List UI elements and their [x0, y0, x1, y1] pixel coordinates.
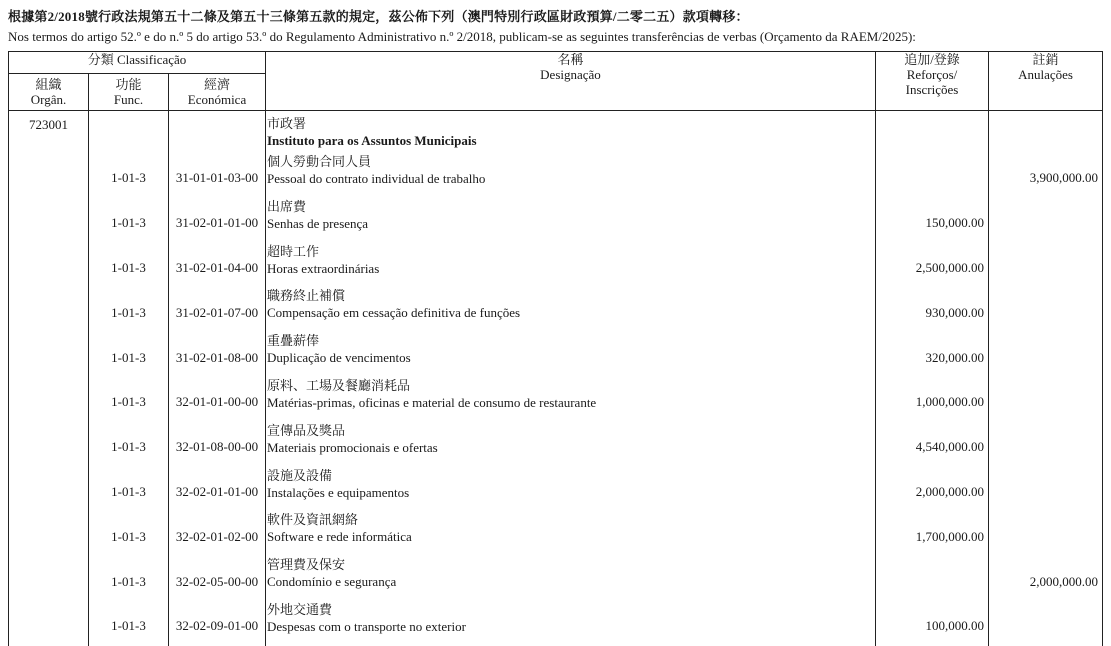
blank-cell: [989, 111, 1103, 154]
designation-zh: 重疊薪俸: [267, 333, 320, 349]
designation-zh: 超時工作: [267, 243, 320, 259]
reinforcement-amount: [876, 556, 989, 601]
budget-row: [9, 198, 1103, 243]
reinforcement-amount: 150,000.00: [876, 198, 989, 243]
designation: [266, 287, 876, 332]
budget-row: [9, 287, 1103, 332]
econ-header: [169, 74, 266, 111]
reinforcements-header-pt2: Inscrições: [905, 82, 959, 97]
designation-pt: Compensação em cessação definitiva de funções: [267, 305, 521, 321]
budget-row: [9, 243, 1103, 288]
blank-cell: [9, 511, 89, 556]
reinforcement-amount: 4,540,000.00: [876, 422, 989, 467]
econ-code: 31-01-01-03-00: [169, 153, 266, 198]
reinforcement-amount: 1,000,000.00: [876, 377, 989, 422]
econ-code: 31-02-01-08-00: [169, 332, 266, 377]
classification-header: 分類 Classificação: [9, 52, 266, 74]
institution-name-zh: 市政署: [267, 116, 307, 131]
annulment-amount: 2,000,000.00: [989, 556, 1103, 601]
blank-cell: [9, 332, 89, 377]
designation-header-zh: 名稱: [557, 52, 584, 67]
annulment-amount: [989, 511, 1103, 556]
institution-name: [266, 111, 876, 154]
heading-portuguese: Nos termos do artigo 52.º e do n.º 5 do artigo 53.º do Regulamento Administrativo n.º 2/2018, publicam-se as seguintes transferências de verbas (Orçamento da RAEM/2025):: [8, 29, 916, 44]
reinforcements-header-pt1: Reforços/: [906, 67, 958, 82]
blank-cell: [9, 601, 89, 646]
designation-pt: Duplicação de vencimentos: [267, 350, 411, 366]
reinforcement-amount: [876, 153, 989, 198]
blank-cell: [169, 111, 266, 154]
annulments-header: [989, 52, 1103, 111]
func-code: 1-01-3: [89, 153, 169, 198]
econ-code: 32-01-01-00-00: [169, 377, 266, 422]
designation-zh: 宣傳品及獎品: [267, 422, 346, 438]
blank-cell: [9, 287, 89, 332]
designation: [266, 243, 876, 288]
func-header-pt: Func.: [113, 92, 144, 107]
reinforcement-amount: 930,000.00: [876, 287, 989, 332]
annulments-header-zh: 註銷: [1032, 52, 1059, 67]
func-code: 1-01-3: [89, 467, 169, 512]
econ-code: 32-02-01-02-00: [169, 511, 266, 556]
annulment-amount: 3,900,000.00: [989, 153, 1103, 198]
budget-row: [9, 332, 1103, 377]
func-header: [89, 74, 169, 111]
heading-chinese: 根據第2/2018號行政法規第五十二條及第五十三條第五款的規定，茲公佈下列（澳門特別行政區財政預算/二零二五）款項轉移：: [8, 9, 749, 24]
annulment-amount: [989, 601, 1103, 646]
func-code: 1-01-3: [89, 601, 169, 646]
budget-row: [9, 467, 1103, 512]
annulment-amount: [989, 332, 1103, 377]
designation: [266, 198, 876, 243]
econ-code: 32-02-01-01-00: [169, 467, 266, 512]
designation: [266, 467, 876, 512]
annulment-amount: [989, 467, 1103, 512]
designation-zh: 出席費: [267, 198, 307, 214]
func-code: 1-01-3: [89, 556, 169, 601]
designation-zh: 職務終止補償: [267, 288, 346, 304]
designation-pt: Despesas com o transporte no exterior: [267, 618, 466, 634]
designation: [266, 332, 876, 377]
annulment-amount: [989, 422, 1103, 467]
reinforcements-header: [876, 52, 989, 111]
organ-code: 723001: [9, 111, 89, 154]
designation-pt: Condomínio e segurança: [267, 574, 397, 590]
designation-zh: 外地交通費: [267, 601, 333, 617]
designation: [266, 556, 876, 601]
reinforcement-amount: 100,000.00: [876, 601, 989, 646]
func-code: 1-01-3: [89, 198, 169, 243]
blank-cell: [9, 377, 89, 422]
organ-header-pt: Orgân.: [30, 92, 67, 107]
designation-pt: Senhas de presença: [267, 215, 369, 231]
func-code: 1-01-3: [89, 377, 169, 422]
econ-code: 32-01-08-00-00: [169, 422, 266, 467]
reinforcement-amount: 2,500,000.00: [876, 243, 989, 288]
designation-zh: 設施及設備: [267, 467, 333, 483]
econ-header-zh: 經濟: [203, 77, 230, 92]
institution-row: [9, 111, 1103, 154]
func-code: 1-01-3: [89, 243, 169, 288]
func-header-zh: 功能: [115, 77, 142, 92]
designation: [266, 377, 876, 422]
reinforcements-header-zh: 追加/登錄: [904, 52, 960, 67]
organ-header: [9, 74, 89, 111]
blank-cell: [9, 422, 89, 467]
annulment-amount: [989, 377, 1103, 422]
budget-row: [9, 511, 1103, 556]
annulments-header-pt: Anulações: [1018, 67, 1073, 82]
institution-name-pt: Instituto para os Assuntos Municipais: [267, 133, 477, 148]
reinforcement-amount: 1,700,000.00: [876, 511, 989, 556]
func-code: 1-01-3: [89, 422, 169, 467]
designation-header-pt: Designação: [540, 67, 601, 82]
blank-cell: [9, 243, 89, 288]
designation-pt: Horas extraordinárias: [267, 260, 380, 276]
organ-header-zh: 組織: [35, 77, 62, 92]
designation-pt: Instalações e equipamentos: [267, 484, 410, 500]
designation-zh: 軟件及資訊網絡: [267, 512, 359, 528]
budget-row: [9, 377, 1103, 422]
econ-header-pt: Económica: [187, 92, 247, 107]
designation: [266, 601, 876, 646]
transfer-table: [8, 51, 1103, 646]
designation-pt: Pessoal do contrato individual de trabalho: [267, 171, 486, 186]
blank-cell: [89, 111, 169, 154]
designation-header: [266, 52, 876, 111]
designation: [266, 153, 876, 198]
econ-code: 31-02-01-04-00: [169, 243, 266, 288]
func-code: 1-01-3: [89, 332, 169, 377]
blank-cell: [9, 153, 89, 198]
blank-cell: [9, 198, 89, 243]
budget-row: [9, 153, 1103, 198]
budget-row: [9, 422, 1103, 467]
designation-pt: Matérias-primas, oficinas e material de consumo de restaurante: [267, 394, 597, 410]
annulment-amount: [989, 287, 1103, 332]
blank-cell: [876, 111, 989, 154]
econ-code: 32-02-05-00-00: [169, 556, 266, 601]
budget-row: [9, 601, 1103, 646]
func-code: 1-01-3: [89, 287, 169, 332]
designation-zh: 原料、工場及餐廳消耗品: [267, 377, 411, 393]
designation-zh: 個人勞動合同人員: [267, 154, 372, 169]
econ-code: 31-02-01-07-00: [169, 287, 266, 332]
designation: [266, 422, 876, 467]
reinforcement-amount: 320,000.00: [876, 332, 989, 377]
reinforcement-amount: 2,000,000.00: [876, 467, 989, 512]
designation-pt: Software e rede informática: [267, 529, 412, 545]
annulment-amount: [989, 198, 1103, 243]
econ-code: 31-02-01-01-00: [169, 198, 266, 243]
budget-row: [9, 556, 1103, 601]
designation: [266, 511, 876, 556]
func-code: 1-01-3: [89, 511, 169, 556]
annulment-amount: [989, 243, 1103, 288]
blank-cell: [9, 556, 89, 601]
econ-code: 32-02-09-01-00: [169, 601, 266, 646]
blank-cell: [9, 467, 89, 512]
designation-pt: Materiais promocionais e ofertas: [267, 439, 438, 455]
designation-zh: 管理費及保安: [267, 557, 346, 573]
